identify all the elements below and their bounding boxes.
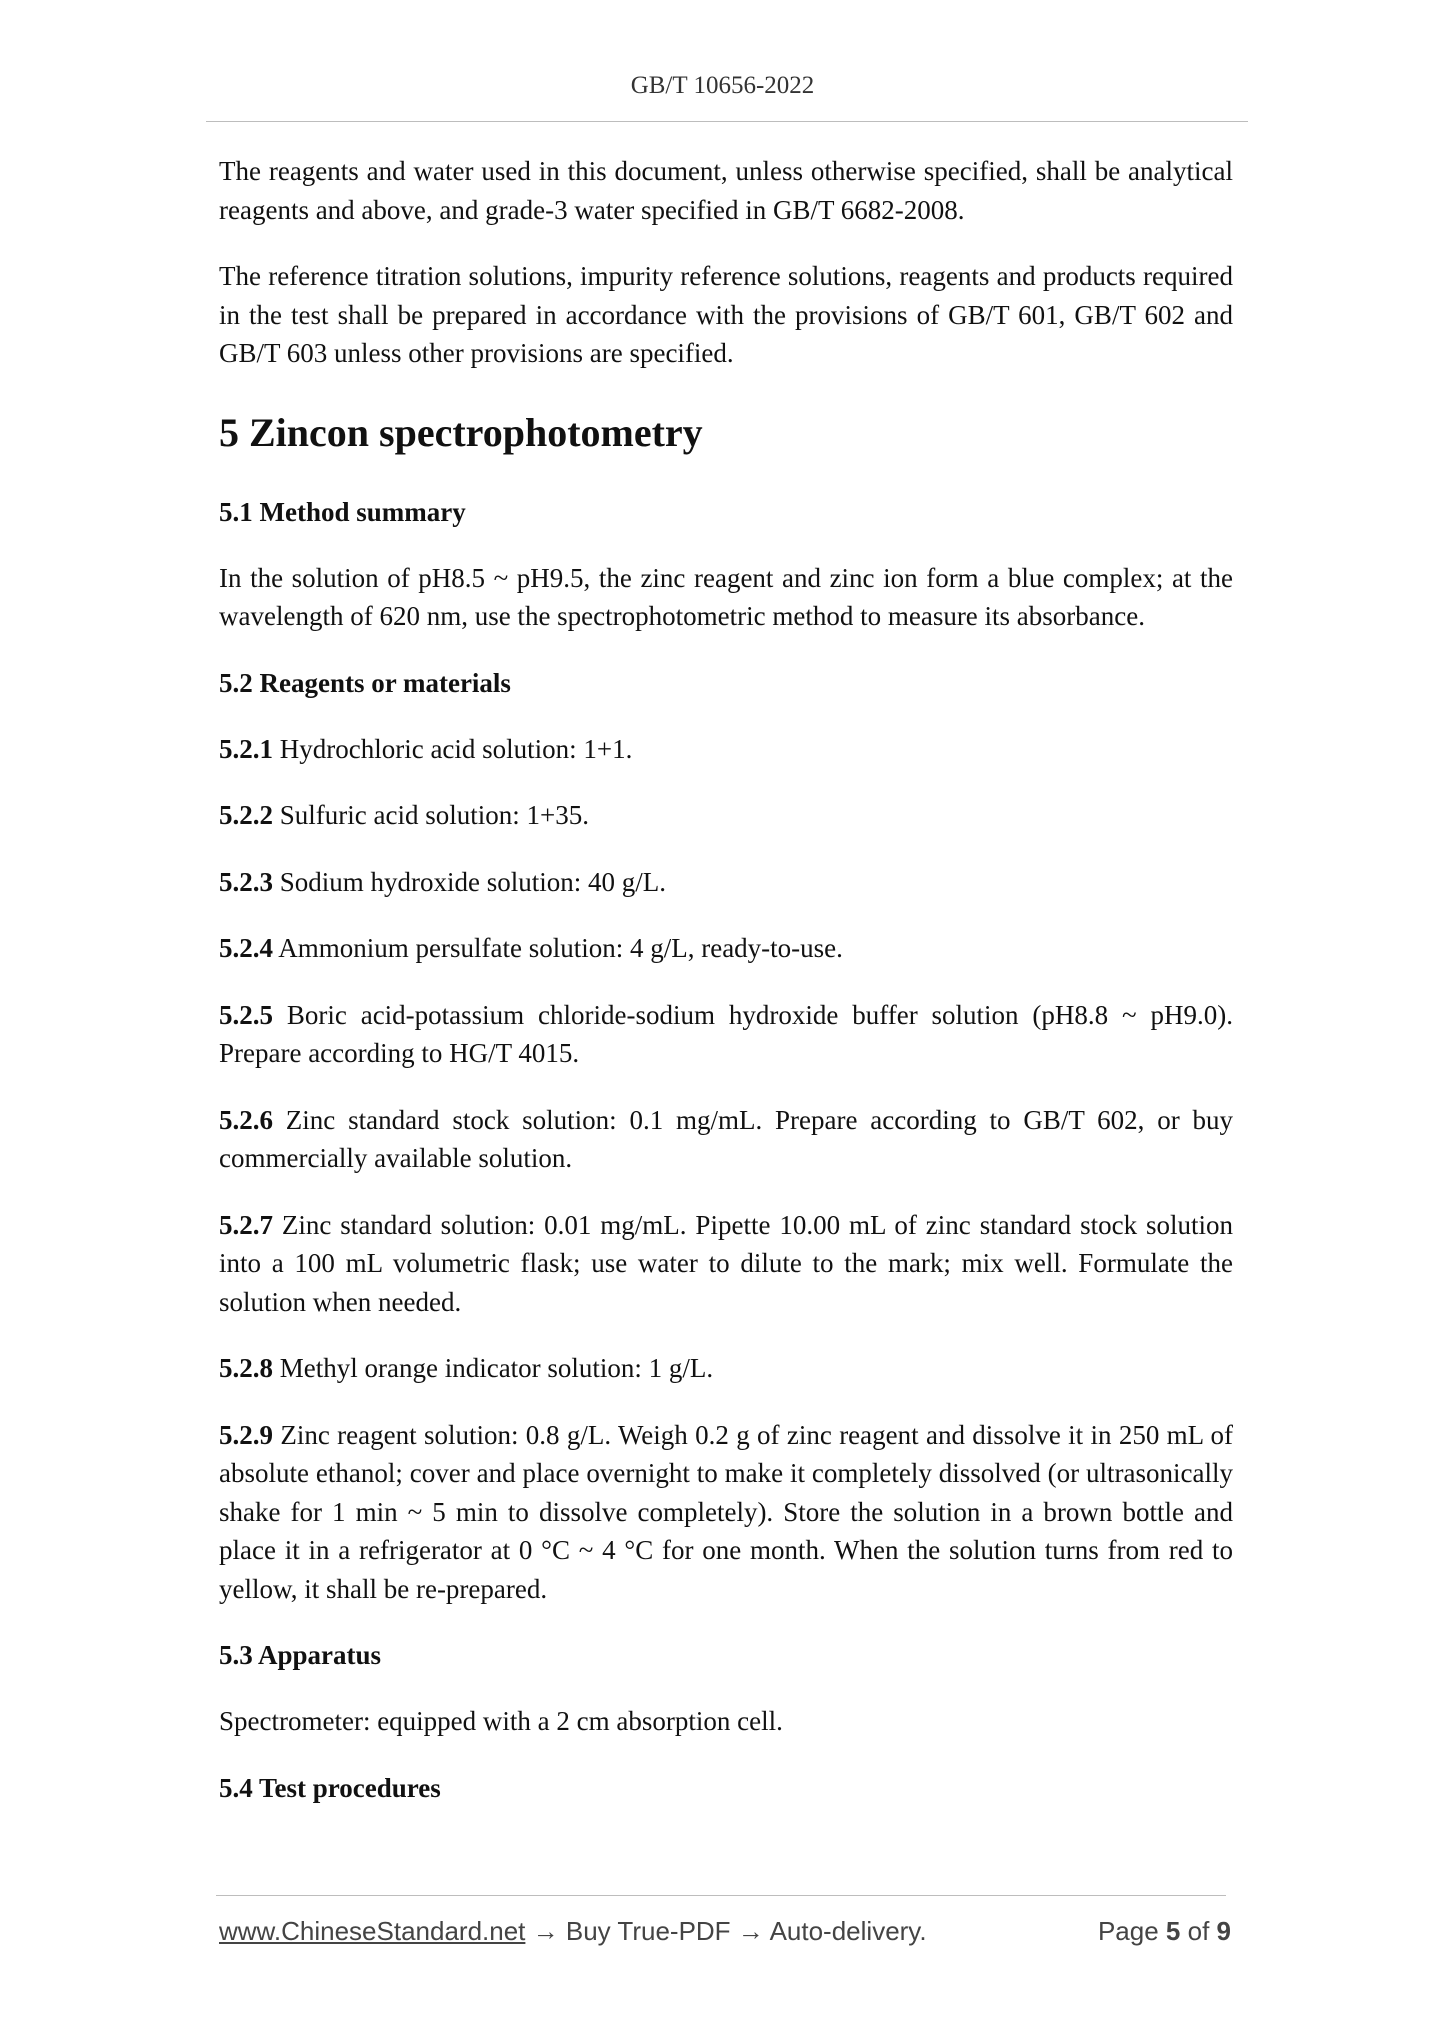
section-5-title: 5 Zincon spectrophotometry xyxy=(219,409,703,455)
page-word: Page xyxy=(1097,1916,1159,1946)
intro-paragraph-2: The reference titration solutions, impurity reference solutions, reagents and products required in the test shall be prepared in accordance with the provisions of GB/T 601, GB/T 602 and GB/T 603 unless other provisions are specified. xyxy=(219,261,1233,368)
page-indicator xyxy=(1098,1916,1231,1947)
reagent-item xyxy=(219,1206,1233,1322)
footer-divider xyxy=(216,1895,1226,1896)
reagent-number: 5.2.8 xyxy=(219,1353,273,1383)
reagent-text: Hydrochloric acid solution: 1+1. xyxy=(273,733,633,764)
reagent-text: Sodium hydroxide solution: 40 g/L. xyxy=(273,866,667,897)
section-5-3-text: Spectrometer: equipped with a 2 cm absorption cell. xyxy=(219,1706,783,1736)
reagent-number: 5.2.9 xyxy=(219,1419,273,1450)
reagent-item xyxy=(219,996,1233,1073)
reagent-number: 5.2.2 xyxy=(219,800,273,830)
page-current: 5 xyxy=(1165,1916,1181,1946)
reagent-text: Ammonium persulfate solution: 4 g/L, ready-to-use. xyxy=(273,933,843,963)
section-5-1-title: 5.1 Method summary xyxy=(219,496,466,527)
reagent-text: Sulfuric acid solution: 1+35. xyxy=(273,800,589,830)
intro-paragraph-1: The reagents and water used in this document, unless otherwise specified, shall be analytical reagents and above, and grade-3 water specified in GB/T 6682-2008. xyxy=(219,156,1233,225)
reagent-text: Methyl orange indicator solution: 1 g/L. xyxy=(273,1353,714,1383)
reagent-number: 5.2.5 xyxy=(219,999,273,1030)
reagent-number: 5.2.1 xyxy=(219,733,273,764)
page-header xyxy=(0,72,1445,100)
page-total: 9 xyxy=(1216,1916,1231,1946)
doc-code: GB/T 10656-2022 xyxy=(630,72,815,99)
section-5-2-title: 5.2 Reagents or materials xyxy=(219,667,511,698)
website-link[interactable]: www.ChineseStandard.net xyxy=(219,1916,526,1946)
reagent-item xyxy=(219,730,1233,769)
footer-tagline: → Buy True-PDF → Auto-delivery. xyxy=(525,1916,927,1946)
reagent-number: 5.2.4 xyxy=(219,933,273,963)
page-of: of xyxy=(1187,1916,1210,1946)
reagent-text: Zinc reagent solution: 0.8 g/L. Weigh 0.2 g of zinc reagent and dissolve it in 250 mL of absolute ethanol; cover and place overnight to make it completely dissolved (or ultrasonically shake for 1 min ~ 5 min to dissolve completely). Store the solution in a brown bottle and place it in a refrigerator at 0 °C ~ 4 °C for one month. When the solution turns from red to yellow, it shall be re-prepared. xyxy=(219,1419,1233,1604)
header-divider xyxy=(206,121,1248,122)
reagent-number: 5.2.3 xyxy=(219,866,273,897)
reagent-text: Boric acid-potassium chloride-sodium hydroxide buffer solution (pH8.8 ~ pH9.0). Prepare according to HG/T 4015. xyxy=(219,999,1233,1068)
page-footer xyxy=(219,1916,1231,1956)
document-body xyxy=(219,152,1233,1835)
reagent-item xyxy=(219,796,1233,835)
footer-promo xyxy=(219,1916,927,1947)
section-5-1-text: In the solution of pH8.5 ~ pH9.5, the zinc reagent and zinc ion form a blue complex; at the wavelength of 620 nm, use the spectrophotometric method to measure its absorbance. xyxy=(219,562,1233,631)
reagent-item xyxy=(219,1416,1233,1609)
reagent-item xyxy=(219,863,1233,902)
reagent-text: Zinc standard stock solution: 0.1 mg/mL. Prepare according to GB/T 602, or buy commercially available solution. xyxy=(219,1104,1233,1173)
reagent-item xyxy=(219,1101,1233,1178)
reagent-item xyxy=(219,929,1233,968)
reagent-item xyxy=(219,1349,1233,1388)
section-5-4-title: 5.4 Test procedures xyxy=(219,1772,441,1803)
reagent-number: 5.2.7 xyxy=(219,1209,273,1240)
reagent-text: Zinc standard solution: 0.01 mg/mL. Pipette 10.00 mL of zinc standard stock solution into a 100 mL volumetric flask; use water to dilute to the mark; mix well. Formulate the solution when needed. xyxy=(219,1209,1233,1317)
reagent-number: 5.2.6 xyxy=(219,1104,273,1135)
section-5-3-title: 5.3 Apparatus xyxy=(219,1640,382,1670)
